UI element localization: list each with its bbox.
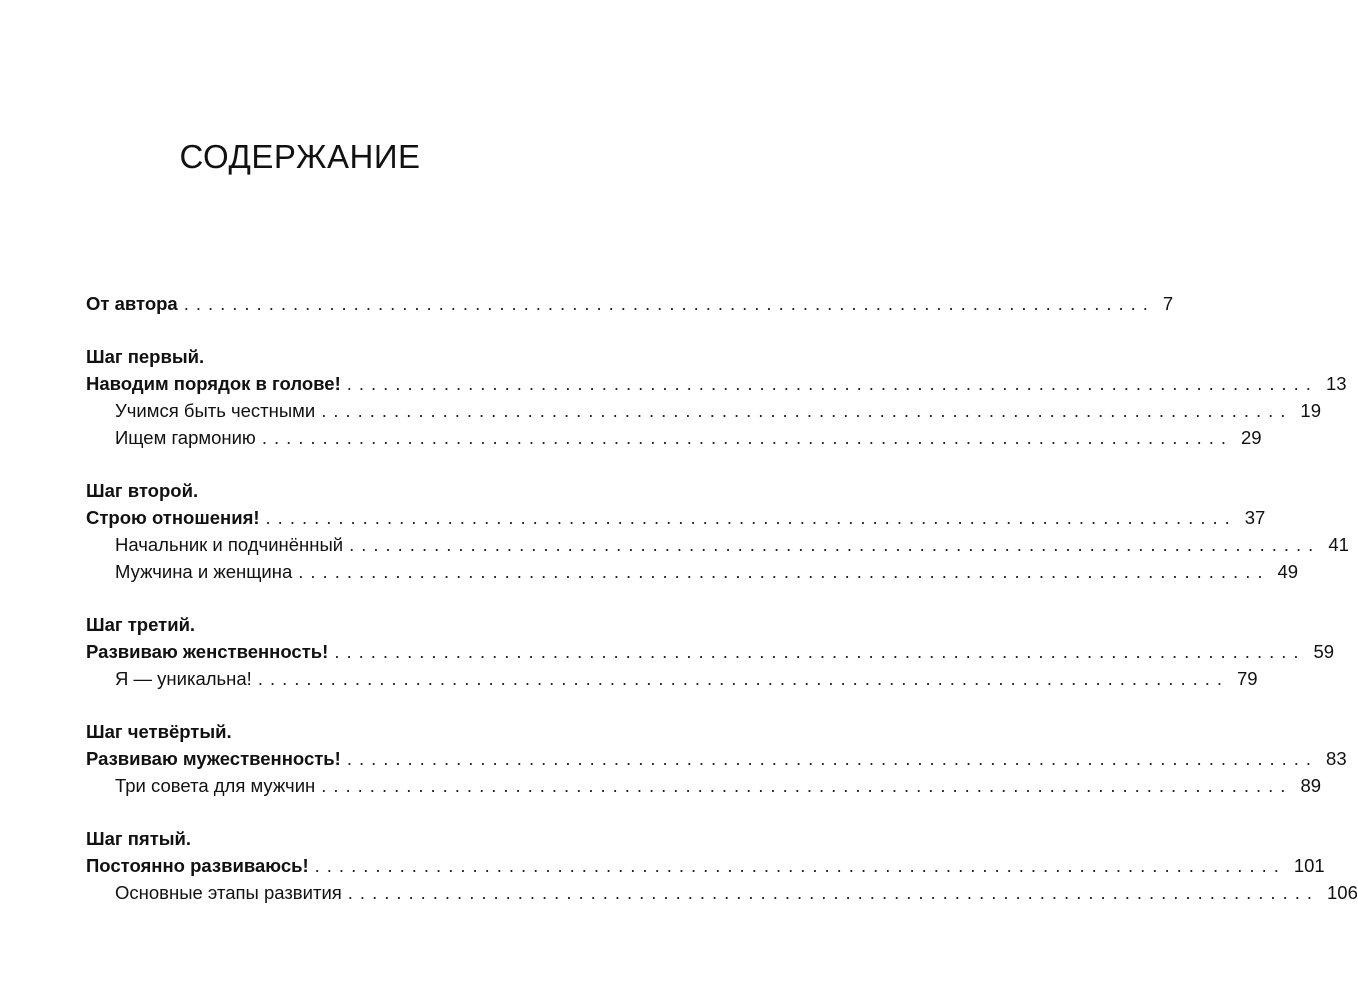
toc-page-number: 79 [1237,668,1258,689]
toc-entry-chapter[interactable] [86,638,1335,665]
chapter-heading: Шаг первый. [86,346,205,367]
dot-leader: ................................................................................ [261,427,1234,448]
toc-entry-title: Развиваю мужественность! [86,748,341,769]
dot-leader: ................................................................................ [298,561,1270,582]
toc-chapter-1 [86,343,1347,451]
dot-leader: ................................................................................ [346,373,1318,394]
toc-entry-title: Развиваю женственность! [86,641,329,662]
dot-leader: ................................................................................ [346,748,1319,769]
chapter-heading: Шаг третий. [86,614,196,635]
toc-entry-section[interactable] [86,879,1358,906]
toc-page-number: 89 [1300,775,1322,796]
toc-entry-chapter[interactable] [86,370,1347,397]
toc-entry-chapter[interactable] [86,745,1347,772]
toc-page-number: 59 [1313,641,1335,662]
toc-page-number: 13 [1325,373,1347,394]
toc-entry-chapter[interactable] [86,504,1266,531]
chapter-heading: Шаг второй. [86,480,199,501]
toc-entry-chapter[interactable] [86,852,1325,879]
toc-page-number: 101 [1293,855,1325,876]
toc-page-number: 41 [1328,534,1349,555]
toc-page-number: 83 [1326,748,1347,769]
toc-page-number: 106 [1327,882,1358,903]
dot-leader: ................................................................................ [183,293,1155,314]
toc-entry-title: Основные этапы развития [115,882,342,903]
dot-leader: ................................................................................ [334,641,1306,662]
toc-page-number: 49 [1277,561,1299,582]
toc-chapter-4 [86,718,1347,799]
dot-leader: ................................................................................ [347,882,1319,903]
toc-entry-section[interactable] [86,531,1349,558]
toc-entry-title: Учимся быть честными [115,400,316,421]
toc-page-number: 37 [1244,507,1266,528]
toc-entry-section[interactable] [86,558,1299,585]
toc-entry-title: Наводим порядок в голове! [86,373,341,394]
dot-leader: ................................................................................ [314,855,1286,876]
toc-entry-section[interactable] [86,424,1262,451]
dot-leader: ................................................................................ [265,507,1237,528]
page-title: СОДЕРЖАНИЕ [179,138,421,175]
toc-entry-title: Постоянно развиваюсь! [86,855,309,876]
chapter-heading: Шаг четвёртый. [86,721,232,742]
toc-entry-title: Начальник и подчинённый [115,534,344,555]
toc-chapter-3 [86,611,1335,692]
toc-entry-section[interactable] [86,772,1322,799]
toc-page-number: 19 [1300,400,1321,421]
toc-chapter-5 [86,825,1358,906]
chapter-heading: Шаг пятый. [86,828,192,849]
toc-page-number: 7 [1162,293,1174,314]
table-of-contents [86,290,1358,906]
toc-entry-title: Три совета для мужчин [115,775,316,796]
toc-chapter-2 [86,477,1349,585]
dot-leader: ................................................................................ [257,668,1230,689]
toc-entry-intro[interactable] [86,290,1174,317]
dot-leader: ................................................................................ [349,534,1321,555]
toc-entry-section[interactable] [86,397,1321,424]
toc-page-number: 29 [1241,427,1262,448]
toc-entry-title: Мужчина и женщина [115,561,293,582]
toc-entry-title: Ищем гармонию [115,427,256,448]
toc-entry-title: Я — уникальна! [115,668,252,689]
toc-entry-title: От автора [86,293,178,314]
toc-entry-title: Строю отношения! [86,507,260,528]
dot-leader: ................................................................................ [321,400,1293,421]
toc-entry-section[interactable] [86,665,1258,692]
dot-leader: ................................................................................ [321,775,1293,796]
